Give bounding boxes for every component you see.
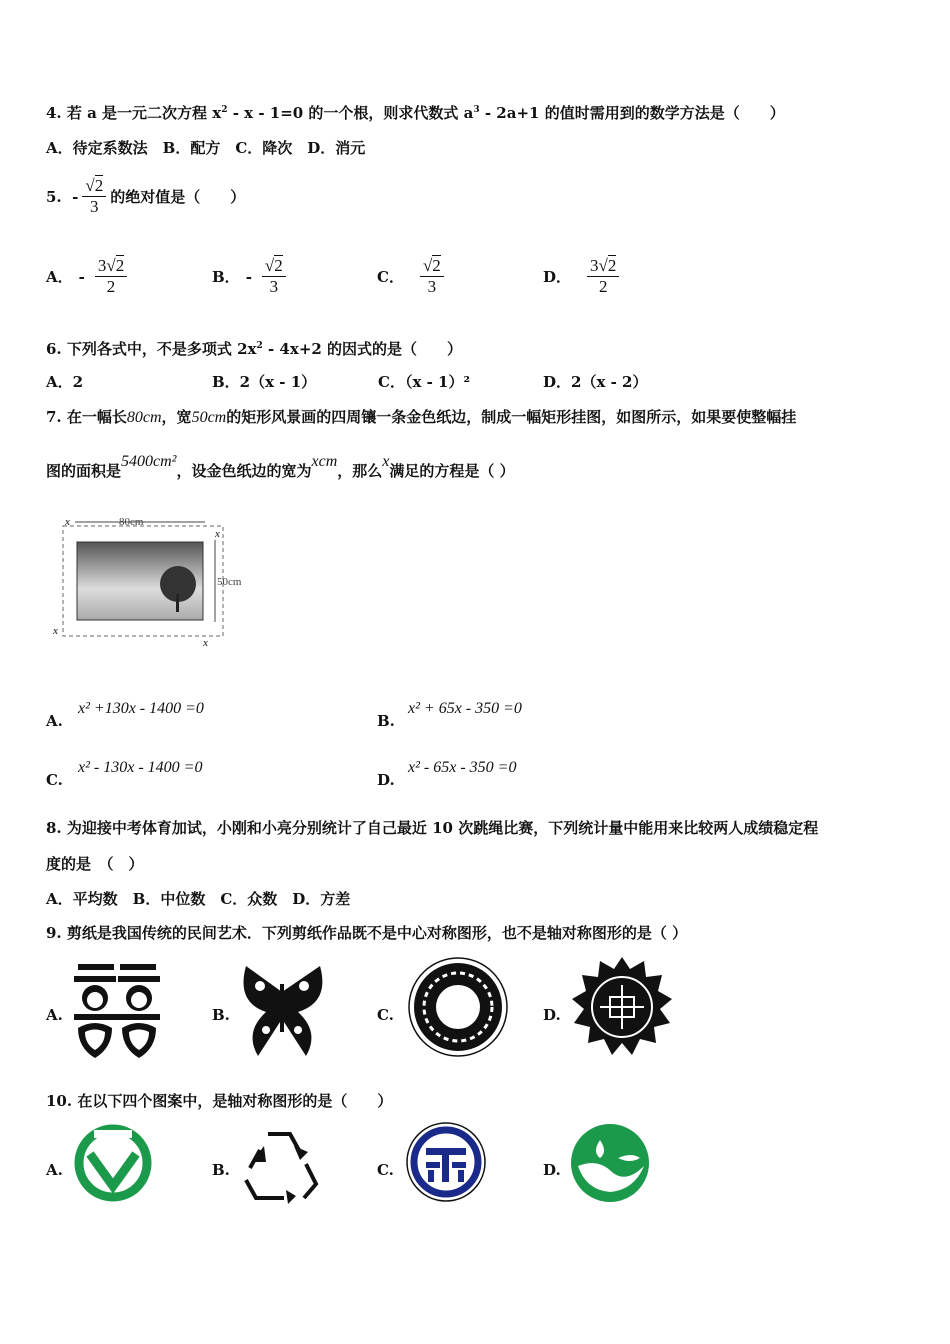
q5-text: 的绝对值是（ ）	[110, 188, 246, 206]
figure-label-x: x	[215, 529, 220, 540]
question-8-line2: 度的是 （ ）	[46, 855, 144, 873]
q5-option-c	[377, 256, 448, 297]
radicand: 2	[607, 256, 617, 275]
fraction: $\frac{√2}{3}$	[420, 256, 444, 297]
blue-circle-logo-image	[404, 1120, 488, 1204]
q7-text: ，宽	[161, 408, 192, 426]
option-label: B．	[212, 268, 240, 286]
q7-option-b-equation: x² + 65x - 350 =0	[408, 700, 522, 717]
variable-x: x	[382, 453, 390, 470]
area-value: 5400cm²	[121, 453, 177, 470]
q6-option-c: C．（x - 1）²	[378, 373, 471, 391]
minus-sign: -	[72, 187, 79, 206]
q6-option-d: D．2（x - 2）	[543, 373, 648, 391]
radicand: 2	[274, 256, 283, 275]
q7-option-c-equation: x² - 130x - 1400 =0	[78, 759, 203, 776]
q6-text: 6. 下列各式中，不是多项式 2x	[46, 340, 257, 358]
fraction: $\frac{√2}{3}$	[82, 176, 106, 217]
figure-label-x: x	[53, 626, 58, 637]
question-6	[46, 338, 462, 359]
q9-label-b: B.	[212, 1006, 230, 1024]
figure-label-80cm: 80cm	[119, 516, 144, 528]
minus-sign: -	[78, 267, 85, 286]
q7-text: ，那么	[337, 462, 383, 480]
q6-option-a: A．2	[46, 373, 84, 391]
figure-label-50cm: 50cm	[217, 576, 242, 588]
fraction: $\frac{3√2}{2}$	[95, 256, 127, 297]
coefficient: 3	[590, 256, 599, 275]
denominator: 2	[106, 277, 116, 296]
option-label: A．	[46, 268, 73, 286]
q4-text: 4. 若 a 是一元二次方程 x	[46, 104, 222, 122]
q8-options: A．平均数 B．中位数 C．众数 D．方差	[46, 890, 351, 908]
variable-value: xcm	[311, 453, 338, 470]
framed-painting-figure	[45, 512, 255, 654]
radicand: 2	[115, 256, 125, 275]
q7-text: 图的面积是	[46, 462, 122, 480]
q7-text: 满足的方程是（ ）	[389, 462, 515, 480]
length-value: 80cm	[126, 409, 162, 426]
question-7-line1	[46, 406, 796, 427]
option-label: D．	[543, 268, 572, 286]
q7-option-a-equation: x² +130x - 1400 =0	[78, 700, 204, 717]
width-value: 50cm	[191, 409, 227, 426]
q4-text: - 2a+1 的值时需用到的数学方法是（ ）	[479, 104, 785, 122]
radicand: 2	[94, 176, 104, 195]
q5-option-a	[46, 256, 131, 297]
q10-label-a: A.	[46, 1161, 63, 1179]
q7-option-c-label: C.	[46, 771, 63, 789]
fraction: $\frac{3√2}{2}$	[587, 256, 619, 297]
q7-option-d-equation: x² - 65x - 350 =0	[408, 759, 517, 776]
q10-label-b: B.	[212, 1161, 230, 1179]
q10-label-c: C.	[377, 1161, 394, 1179]
q5-option-d	[543, 256, 623, 297]
question-5	[46, 176, 245, 217]
denominator: 3	[269, 277, 279, 296]
question-10: 10. 在以下四个图案中，是轴对称图形的是（ ）	[46, 1092, 393, 1110]
sun-papercut-image	[570, 955, 674, 1059]
minus-sign: -	[245, 267, 252, 286]
exponent: 2	[221, 105, 228, 115]
question-8-line1: 8. 为迎接中考体育加试，小刚和小亮分别统计了自己最近 10 次跳绳比赛，下列统计量中能用来比较两人成绩稳定程	[46, 819, 819, 837]
q7-option-a-label: A.	[46, 712, 63, 730]
circular-lace-papercut-image	[406, 955, 510, 1059]
butterfly-papercut-image	[236, 962, 328, 1060]
q9-label-a: A.	[46, 1006, 63, 1024]
radicand: 2	[432, 256, 441, 275]
q7-text: ，设金色纸边的宽为	[176, 462, 312, 480]
q6-text: - 4x+2 的因式的是（ ）	[262, 340, 463, 358]
q9-label-d: D.	[543, 1006, 561, 1024]
q6-option-b: B．2（x - 1）	[212, 373, 317, 391]
exponent: 3	[473, 105, 480, 115]
q4-text: - x - 1=0 的一个根，则求代数式 a	[227, 104, 474, 122]
green-water-drop-logo-image	[568, 1122, 652, 1204]
figure-label-x: x	[203, 638, 208, 649]
recycle-symbol-image	[238, 1124, 320, 1204]
question-9: 9. 剪纸是我国传统的民间艺术．下列剪纸作品既不是中心对称图形，也不是轴对称图形的是（ ）	[46, 924, 688, 942]
q5-number: 5.	[46, 187, 62, 206]
question-7-line2	[46, 453, 515, 481]
q9-label-c: C.	[377, 1006, 394, 1024]
fraction: $\frac{√2}{3}$	[262, 256, 286, 297]
double-happiness-papercut-image	[72, 960, 162, 1060]
option-label: C．	[377, 268, 404, 286]
q4-options: A．待定系数法 B．配方 C．降次 D．消元	[46, 139, 366, 157]
q7-text: 7. 在一幅长	[46, 408, 127, 426]
q7-option-d-label: D.	[377, 771, 395, 789]
green-food-logo-image	[72, 1124, 154, 1202]
coefficient: 3	[97, 256, 107, 275]
q7-option-b-label: B.	[377, 712, 395, 730]
exponent: 2	[256, 341, 263, 351]
denominator: 3	[427, 277, 437, 296]
question-4	[46, 102, 785, 123]
q5-option-b	[212, 256, 290, 297]
q10-label-d: D.	[543, 1161, 561, 1179]
denominator: 2	[598, 277, 608, 296]
q7-text: 的矩形风景画的四周镶一条金色纸边，制成一幅矩形挂图，如图所示，如果要使整幅挂	[226, 408, 797, 426]
figure-label-x: x	[65, 517, 70, 528]
denominator: 3	[90, 197, 99, 216]
